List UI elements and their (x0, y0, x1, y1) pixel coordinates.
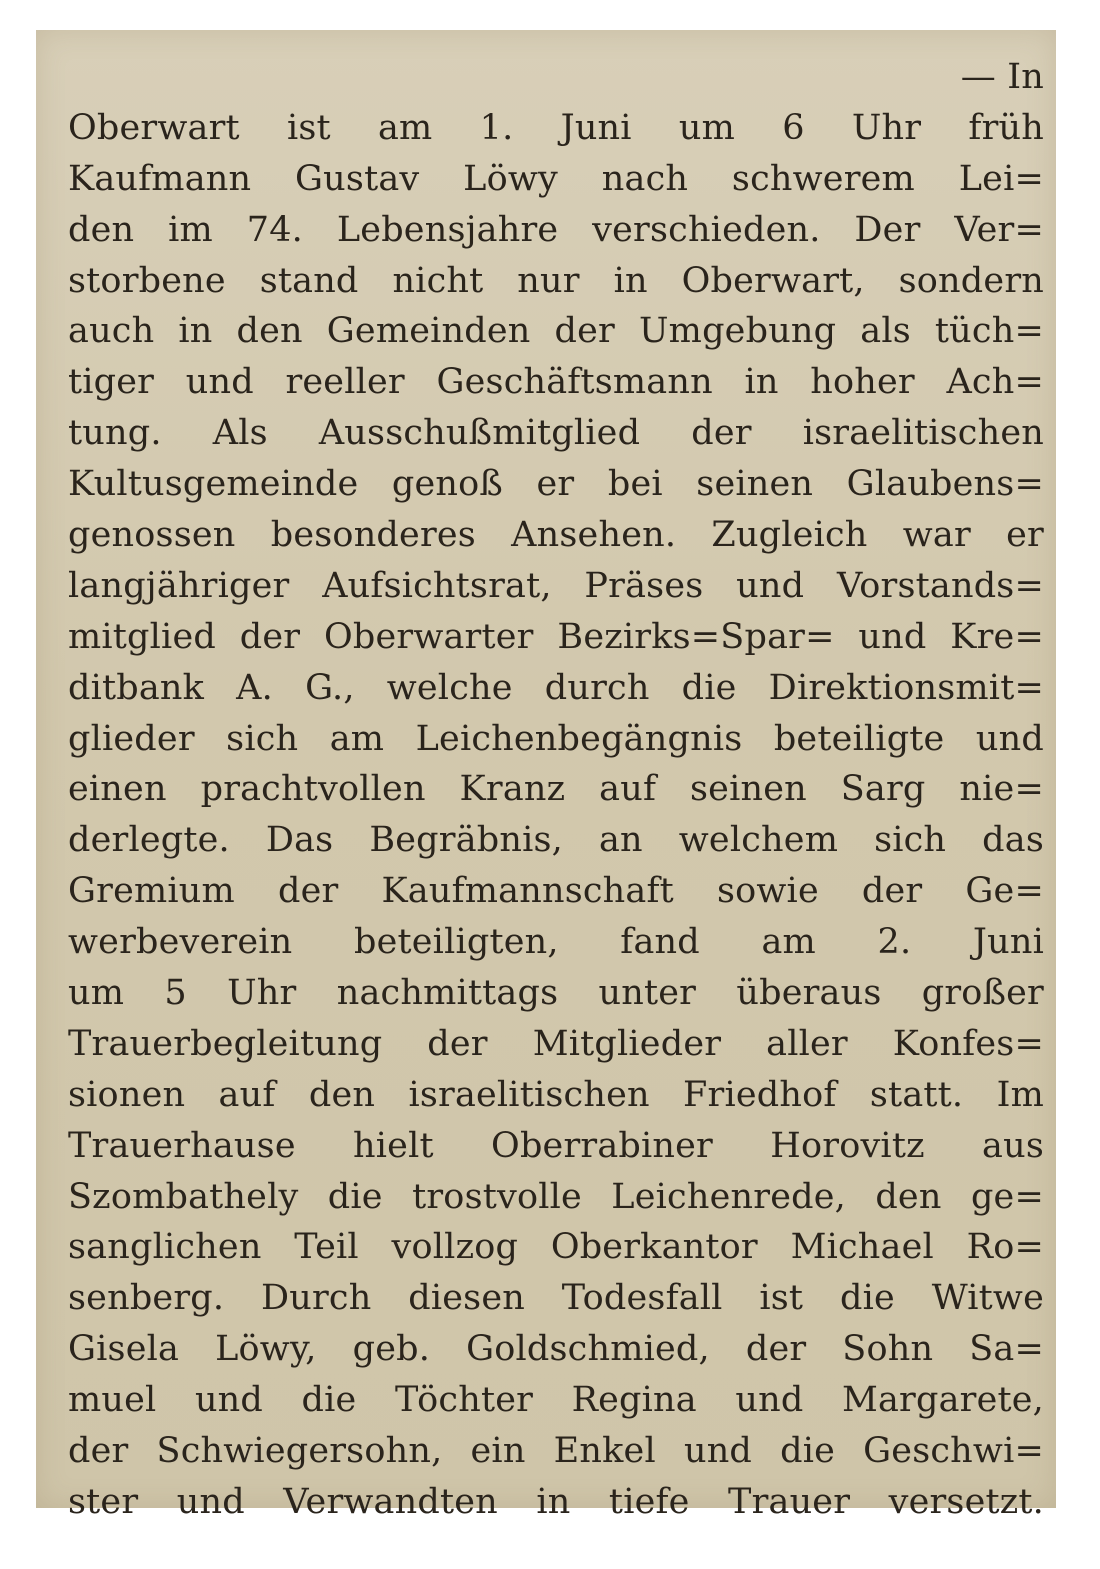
text-line: einen prachtvollen Kranz auf seinen Sarg nie= (68, 769, 1044, 810)
newspaper-clipping (36, 30, 1056, 1522)
text-line: ditbank A. G., welche durch die Direktionsmit= (68, 667, 1044, 708)
text-line: tiger und reeller Geschäftsmann in hoher Ach= (68, 362, 1044, 403)
text-line: langjähriger Aufsichtsrat, Präses und Vorstands= (68, 565, 1044, 606)
text-line: genossen besonderes Ansehen. Zugleich war er (68, 515, 1044, 556)
text-line: sanglichen Teil vollzog Oberkantor Michael Ro= (68, 1227, 1044, 1268)
text-line: tung. Als Ausschußmitglied der israelitischen (68, 413, 1044, 454)
text-line: Kaufmann Gustav Löwy nach schwerem Lei= (68, 158, 1044, 199)
text-line: um 5 Uhr nachmittags unter überaus großer (68, 973, 1044, 1014)
text-line: den im 74. Lebensjahre verschieden. Der Ver= (68, 209, 1044, 250)
text-line: Trauerhause hielt Oberrabiner Horovitz aus (68, 1125, 1044, 1166)
text-line: ster und Verwandten in tiefe Trauer versetzt. (68, 1481, 1044, 1522)
text-line: Szombathely die trostvolle Leichenrede, den ge= (68, 1176, 1044, 1217)
text-line: derlegte. Das Begräbnis, an welchem sich das (68, 820, 1044, 861)
text-line: auch in den Gemeinden der Umgebung als tüch= (68, 311, 1044, 352)
article-text (68, 52, 1044, 1528)
text-line: Gisela Löwy, geb. Goldschmied, der Sohn Sa= (68, 1329, 1044, 1370)
text-line: Trauerbegleitung der Mitglieder aller Konfes= (68, 1023, 1044, 1064)
text-line: storbene stand nicht nur in Oberwart, sondern (68, 260, 1044, 301)
text-line: glieder sich am Leichenbegängnis beteiligte und (68, 718, 1044, 759)
text-line: der Schwiegersohn, ein Enkel und die Geschwi= (68, 1431, 1044, 1472)
text-line: Kultusgemeinde genoß er bei seinen Glaubens= (68, 464, 1044, 505)
text-line: werbeverein beteiligten, fand am 2. Juni (68, 922, 1044, 963)
text-line: Gremium der Kaufmannschaft sowie der Ge= (68, 871, 1044, 912)
text-line: muel und die Töchter Regina und Margarete, (68, 1380, 1044, 1421)
text-line: — In (960, 57, 1044, 97)
text-line: senberg. Durch diesen Todesfall ist die Witwe (68, 1278, 1044, 1319)
text-line: Oberwart ist am 1. Juni um 6 Uhr früh (68, 107, 1044, 148)
text-line: mitglied der Oberwarter Bezirks=Spar= und Kre= (68, 616, 1044, 657)
text-line: sionen auf den israelitischen Friedhof statt. Im (68, 1074, 1044, 1115)
